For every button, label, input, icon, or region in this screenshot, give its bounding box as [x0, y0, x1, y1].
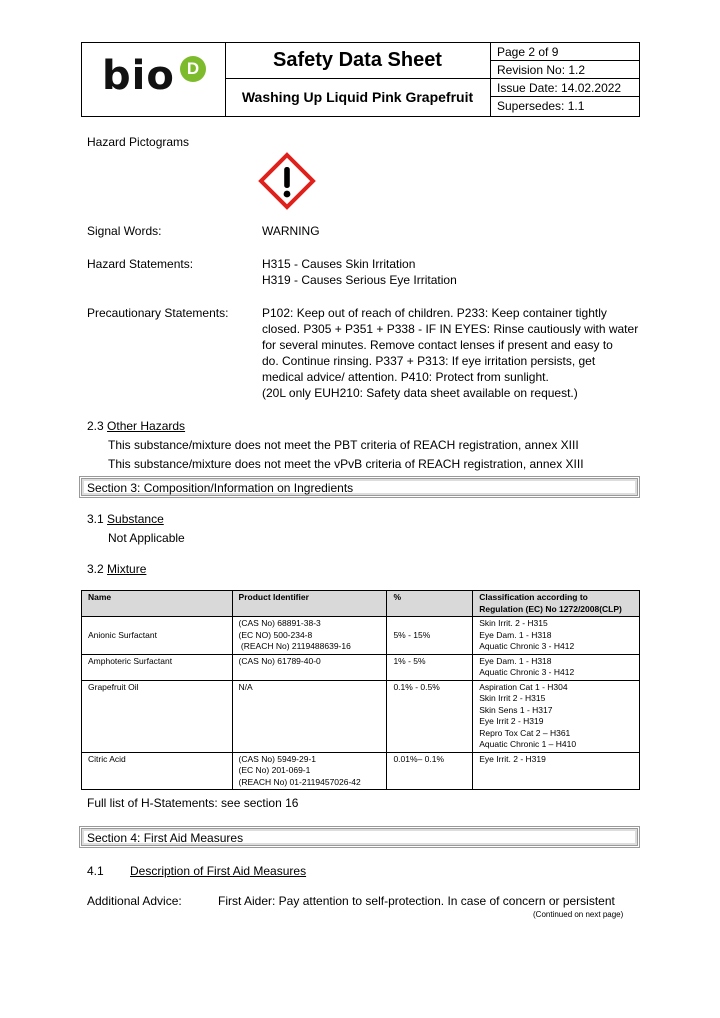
identifier-line: (REACH No) 2119488639-16	[238, 641, 351, 651]
classification-line: Aquatic Chronic 3 - H412	[479, 667, 575, 677]
mixture-title: Mixture	[107, 562, 147, 576]
mixture-number: 3.2	[87, 562, 104, 576]
ingredient-identifiers	[232, 680, 387, 752]
hazard-statement: H319 - Causes Serious Eye Irritation	[262, 273, 457, 287]
substance-heading	[87, 512, 164, 526]
classification-line: Eye Dam. 1 - H318	[479, 629, 552, 640]
issue-date: Issue Date: 14.02.2022	[491, 79, 639, 97]
precautionary-line: do. Continue rinsing. P337 + P313: If eye irritation persists, get	[262, 354, 596, 368]
continued-note: (Continued on next page)	[533, 910, 624, 919]
section-3-title: Section 3: Composition/Information on Ingredients	[87, 481, 354, 495]
logo-cell	[82, 43, 226, 116]
ingredient-name: Anionic Surfactant	[82, 617, 233, 655]
supersedes: Supersedes: 1.1	[497, 99, 585, 113]
column-header-identifier: Product Identifier	[232, 591, 387, 617]
classification-line: Eye Irrit. 2 - H319	[479, 753, 546, 764]
ingredient-name: Citric Acid	[82, 752, 233, 790]
hazard-pictograms-label: Hazard Pictograms	[87, 135, 190, 149]
brand-logo: bio	[102, 53, 175, 99]
column-header-percent: %	[387, 591, 473, 617]
identifier-line: (REACH No) 01-2119457026-42	[238, 776, 361, 787]
column-header-classification: Classification according to Regulation (EC) No 1272/2008(CLP)	[473, 591, 640, 617]
identifier-line: (CAS No) 5949-29-1	[238, 753, 317, 764]
identifier-line: (CAS No) 68891-38-3	[238, 618, 321, 628]
mixture-heading	[87, 562, 146, 576]
classification-line: Repro Tox Cat 2 – H361	[479, 727, 571, 738]
classification-line: Skin Irrit 2 - H315	[479, 693, 546, 703]
page-number: Page 2 of 9	[491, 43, 639, 61]
ingredient-classification	[473, 654, 640, 680]
document-title: Safety Data Sheet	[225, 43, 490, 79]
classification-line: Eye Dam. 1 - H318	[479, 655, 552, 666]
classification-line: Aquatic Chronic 3 - H412	[479, 641, 575, 651]
ingredient-percent: 1% - 5%	[387, 654, 473, 680]
additional-advice-text: First Aider: Pay attention to self-protection. In case of concern or persistent	[218, 894, 615, 908]
ingredient-name: Amphoteric Surfactant	[82, 654, 233, 680]
substance-title: Substance	[107, 512, 164, 526]
precautionary-line: P102: Keep out of reach of children. P233: Keep container tightly	[262, 306, 607, 320]
table-row	[82, 680, 640, 752]
other-hazards-line: This substance/mixture does not meet the vPvB criteria of REACH registration, annex XIII	[108, 457, 584, 471]
table-row	[82, 617, 640, 655]
ingredient-percent: 5% - 15%	[387, 617, 473, 655]
hazard-statements-label: Hazard Statements:	[87, 257, 194, 271]
mixture-table	[81, 590, 640, 790]
document-header	[81, 42, 640, 117]
brand-logo-mark: D	[180, 56, 206, 82]
meta-cell	[491, 43, 639, 116]
product-name: Washing Up Liquid Pink Grapefruit	[241, 89, 474, 105]
ingredient-percent: 0.01%– 0.1%	[387, 752, 473, 790]
other-hazards-number: 2.3	[87, 419, 104, 433]
ingredient-identifiers	[232, 752, 387, 790]
precautionary-line: (20L only EUH210: Safety data sheet available on request.)	[262, 386, 578, 400]
identifier-line: (EC No) 201-069-1	[238, 765, 311, 775]
substance-value: Not Applicable	[108, 531, 185, 545]
table-header-row	[82, 591, 640, 617]
column-header-name: Name	[82, 591, 233, 617]
section-3-header	[79, 476, 640, 498]
hazard-statement: H315 - Causes Skin Irritation	[262, 257, 416, 271]
ingredient-classification	[473, 680, 640, 752]
title-cell	[225, 43, 491, 116]
other-hazards-title: Other Hazards	[107, 419, 186, 433]
exclamation-mark-icon	[258, 152, 316, 210]
ingredient-percent: 0.1% - 0.5%	[387, 680, 473, 752]
identifier-line: N/A	[238, 681, 253, 692]
section-4-header	[79, 826, 640, 848]
classification-line: Aspiration Cat 1 - H304	[479, 681, 568, 692]
section-4-title: Section 4: First Aid Measures	[87, 831, 244, 845]
additional-advice-label: Additional Advice:	[87, 894, 182, 908]
precautionary-line: for several minutes. Remove contact lenses if present and easy to	[262, 338, 613, 352]
first-aid-heading: Description of First Aid Measures	[130, 864, 307, 878]
classification-line: Skin Irrit. 2 - H315	[479, 618, 548, 628]
ingredient-classification	[473, 617, 640, 655]
table-row	[82, 752, 640, 790]
identifier-line: (CAS No) 61789-40-0	[238, 655, 321, 666]
classification-line: Skin Sens 1 - H317	[479, 704, 553, 715]
substance-number: 3.1	[87, 512, 104, 526]
precautionary-statements-label: Precautionary Statements:	[87, 306, 229, 320]
h-statements-footnote: Full list of H-Statements: see section 16	[87, 796, 299, 810]
classification-line: Aquatic Chronic 1 – H410	[479, 739, 577, 749]
table-row	[82, 654, 640, 680]
precautionary-line: closed. P305 + P351 + P338 - IF IN EYES: Rinse cautiously with water	[262, 322, 639, 336]
other-hazards-heading	[87, 419, 185, 433]
classification-line: Eye Irrit 2 - H319	[479, 716, 544, 726]
identifier-line: (EC NO) 500-234-8	[238, 629, 313, 640]
revision-number: Revision No: 1.2	[491, 61, 639, 79]
ingredient-identifiers	[232, 617, 387, 655]
ingredient-identifiers	[232, 654, 387, 680]
ingredient-name: Grapefruit Oil	[82, 680, 233, 752]
other-hazards-line: This substance/mixture does not meet the PBT criteria of REACH registration, annex XIII	[108, 438, 579, 452]
ingredient-classification	[473, 752, 640, 790]
signal-words-value: WARNING	[262, 224, 320, 238]
signal-words-label: Signal Words:	[87, 224, 162, 238]
precautionary-line: medical advice/ attention. P410: Protect from sunlight.	[262, 370, 549, 384]
first-aid-number: 4.1	[87, 864, 104, 878]
